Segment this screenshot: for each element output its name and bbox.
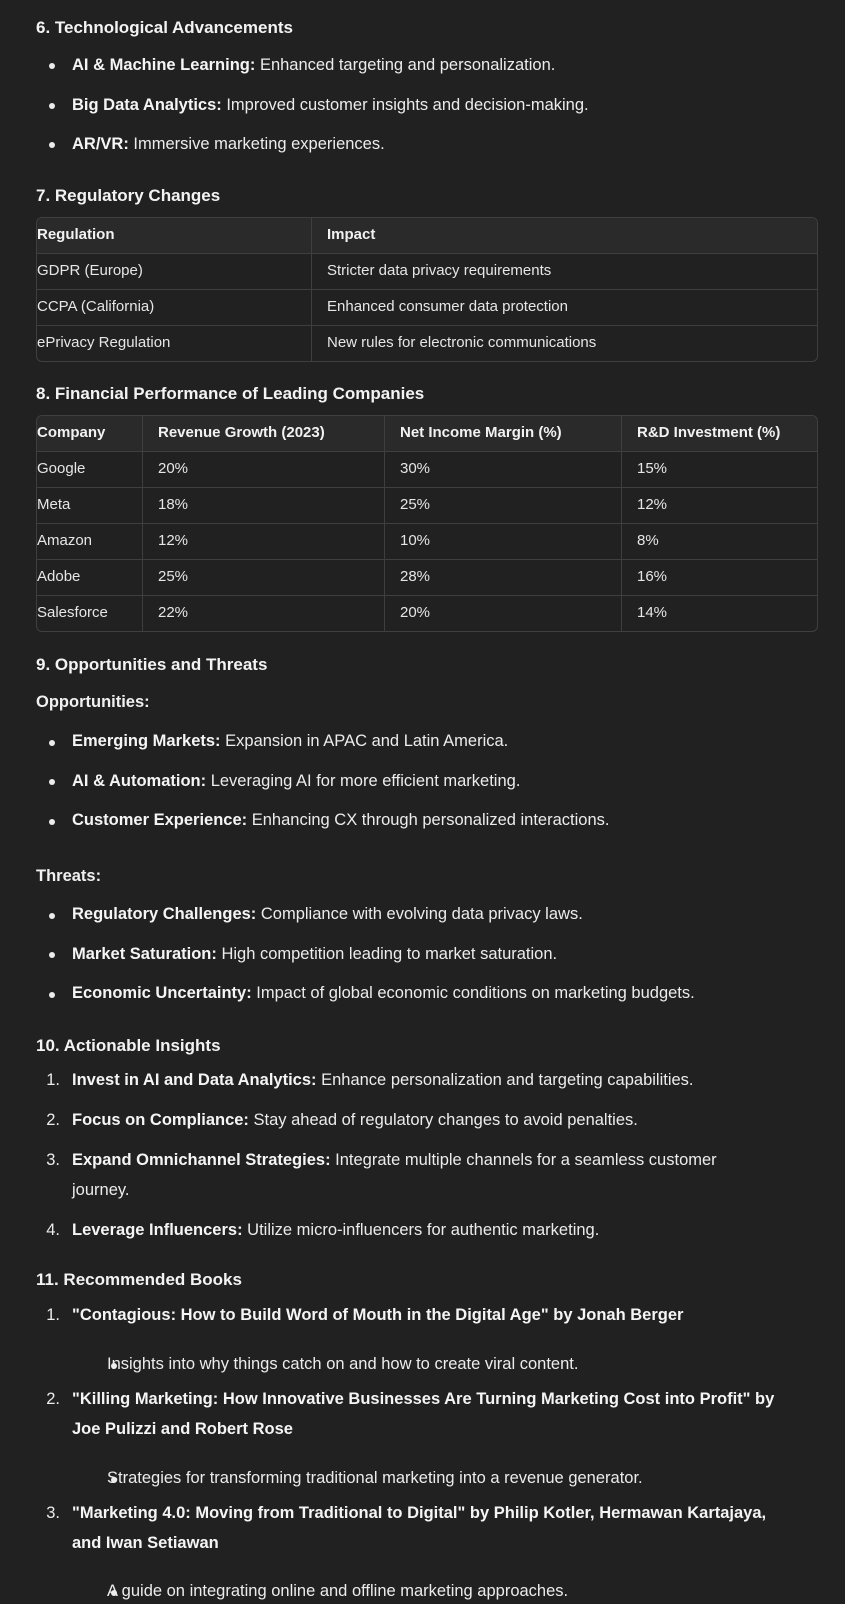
book-title: "Marketing 4.0: Moving from Traditional to Digital" by Philip Kotler, Hermawan Kartajaya,: [72, 1504, 767, 1522]
table-cell: 22%: [143, 596, 385, 631]
table-cell: Adobe: [37, 560, 143, 596]
bullet-icon: [49, 740, 55, 746]
regulatory-table: [36, 217, 818, 362]
column-header: Regulation: [37, 218, 312, 254]
column-header: Impact: [312, 218, 817, 254]
list-item: Big Data Analytics: Improved customer insights and decision-making.: [72, 96, 589, 114]
table-cell: 20%: [143, 452, 385, 488]
table-cell: 25%: [385, 488, 622, 524]
table-cell: ePrivacy Regulation: [37, 326, 312, 361]
book-description: A guide on integrating online and offline marketing approaches.: [107, 1582, 569, 1600]
table-row: [37, 290, 817, 326]
bullet-icon: [49, 63, 55, 69]
table-row: [37, 326, 817, 361]
bullet-icon: [49, 779, 55, 785]
list-item: Economic Uncertainty: Impact of global economic conditions on marketing budgets.: [72, 984, 695, 1002]
column-header: R&D Investment (%): [622, 416, 817, 452]
table-cell: 20%: [385, 596, 622, 631]
bullet-icon: [49, 142, 55, 148]
bullet-icon: [49, 992, 55, 998]
list-item: AI & Automation: Leveraging AI for more efficient marketing.: [72, 772, 521, 790]
threats-label: Threats:: [36, 867, 102, 885]
list-item-continuation: journey.: [72, 1181, 130, 1199]
table-cell: Meta: [37, 488, 143, 524]
list-number: 4.: [46, 1221, 60, 1239]
list-item: Emerging Markets: Expansion in APAC and Latin America.: [72, 732, 509, 750]
table-cell: 30%: [385, 452, 622, 488]
column-header: Net Income Margin (%): [385, 416, 622, 452]
list-number: 3.: [46, 1504, 60, 1522]
table-cell: 12%: [143, 524, 385, 560]
book-title-continuation: Joe Pulizzi and Robert Rose: [72, 1420, 293, 1438]
table-cell: CCPA (California): [37, 290, 312, 326]
list-item: Leverage Influencers: Utilize micro-influencers for authentic marketing.: [72, 1221, 600, 1239]
book-description: Strategies for transforming traditional marketing into a revenue generator.: [107, 1469, 643, 1487]
table-row: [37, 254, 817, 290]
section-9-heading: 9. Opportunities and Threats: [36, 655, 268, 674]
section-11-heading: 11. Recommended Books: [36, 1270, 242, 1289]
list-number: 3.: [46, 1151, 60, 1169]
section-8-heading: 8. Financial Performance of Leading Companies: [36, 384, 425, 403]
table-cell: New rules for electronic communications: [327, 334, 597, 352]
list-item: Invest in AI and Data Analytics: Enhance personalization and targeting capabilities.: [72, 1071, 694, 1089]
list-item: Market Saturation: High competition leading to market saturation.: [72, 945, 558, 963]
column-header: Revenue Growth (2023): [143, 416, 385, 452]
table-row: [37, 596, 817, 631]
table-cell: 8%: [622, 524, 817, 560]
table-cell: 28%: [385, 560, 622, 596]
table-cell: Salesforce: [37, 596, 143, 631]
table-cell: 14%: [637, 604, 668, 622]
book-title: "Killing Marketing: How Innovative Businesses Are Turning Marketing Cost into Profit" by: [72, 1390, 775, 1408]
table-row: [37, 524, 817, 560]
table-cell: Amazon: [37, 524, 143, 560]
list-item: Regulatory Challenges: Compliance with evolving data privacy laws.: [72, 905, 583, 923]
section-10-heading: 10. Actionable Insights: [36, 1036, 221, 1055]
bullet-icon: [49, 103, 55, 109]
bullet-icon: [49, 913, 55, 919]
book-title-continuation: and Iwan Setiawan: [72, 1534, 219, 1552]
table-cell: 10%: [385, 524, 622, 560]
opportunities-label: Opportunities:: [36, 693, 150, 711]
list-item: AR/VR: Immersive marketing experiences.: [72, 135, 385, 153]
list-item: Expand Omnichannel Strategies: Integrate multiple channels for a seamless customer: [72, 1151, 717, 1169]
list-item: Focus on Compliance: Stay ahead of regulatory changes to avoid penalties.: [72, 1111, 638, 1129]
table-cell: Stricter data privacy requirements: [312, 254, 817, 290]
table-cell: 16%: [622, 560, 817, 596]
book-description: Insights into why things catch on and how to create viral content.: [107, 1355, 579, 1373]
table-cell: Enhanced consumer data protection: [312, 290, 817, 326]
column-header: Company: [37, 416, 143, 452]
table-row: [37, 452, 817, 488]
list-item: Customer Experience: Enhancing CX through personalized interactions.: [72, 811, 610, 829]
list-number: 2.: [46, 1390, 60, 1408]
table-cell: Google: [37, 452, 143, 488]
bullet-icon: [49, 819, 55, 825]
list-number: 1.: [46, 1071, 60, 1089]
table-cell: 18%: [143, 488, 385, 524]
table-cell: 15%: [622, 452, 817, 488]
financial-table: [36, 415, 818, 632]
table-cell: 12%: [622, 488, 817, 524]
book-title: "Contagious: How to Build Word of Mouth in the Digital Age" by Jonah Berger: [72, 1306, 684, 1324]
table-header-row: [37, 416, 817, 452]
table-header-row: [37, 218, 817, 254]
table-row: [37, 560, 817, 596]
section-6-heading: 6. Technological Advancements: [36, 18, 293, 37]
list-number: 1.: [46, 1306, 60, 1324]
table-cell: 25%: [143, 560, 385, 596]
section-7-heading: 7. Regulatory Changes: [36, 186, 221, 205]
list-item: AI & Machine Learning: Enhanced targeting and personalization.: [72, 56, 556, 74]
table-row: [37, 488, 817, 524]
table-cell: GDPR (Europe): [37, 254, 312, 290]
list-number: 2.: [46, 1111, 60, 1129]
bullet-icon: [49, 952, 55, 958]
